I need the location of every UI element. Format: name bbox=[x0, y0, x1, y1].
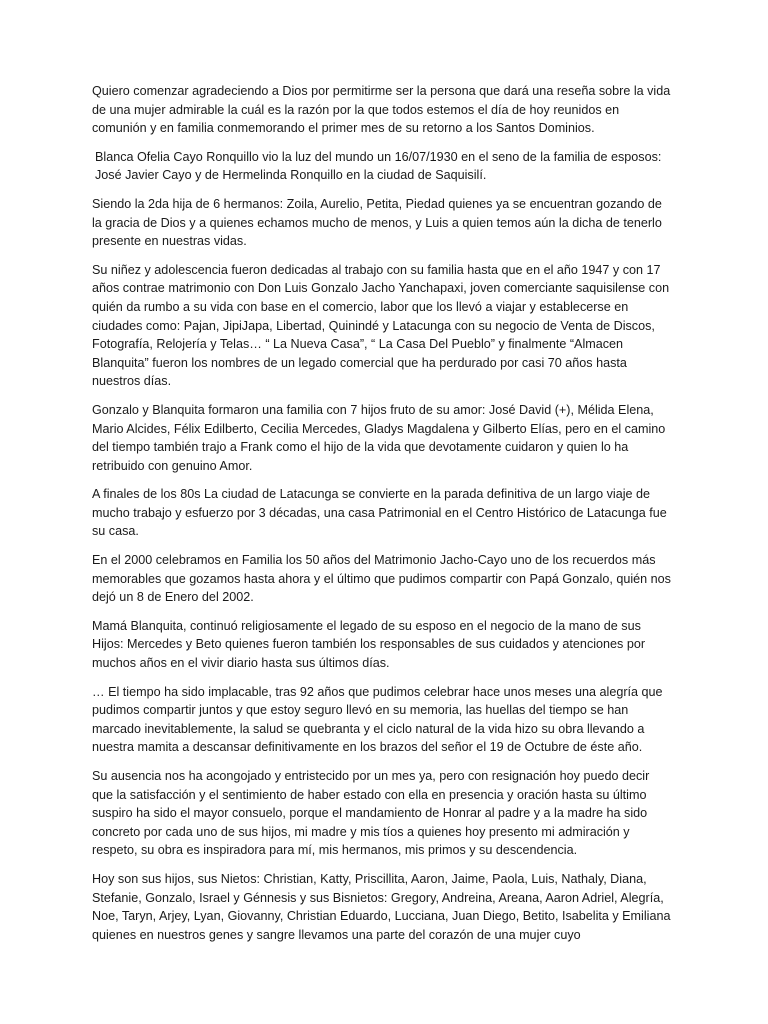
document-page bbox=[92, 82, 672, 954]
paragraph-youth: Su niñez y adolescencia fueron dedicadas al trabajo con su familia hasta que en el año 1947 y con 17 años contrae matrimonio con Don Luis Gonzalo Jacho Yanchapaxi, joven comerciante saquisilense con quién da rumbo a su vida con base en el comercio, labor que los llevó a viajar y establecerse en ciudades como: Pajan, JipiJapa, Libertad, Quinindé y Latacunga con su negocio de Venta de Discos, Fotografía, Relojería y Telas… “ La Nueva Casa”, “ La Casa Del Pueblo” y finalmente “Almacen Blanquita” fueron los nombres de un legado comercial que ha perdurado por casi 70 años hasta nuestros días. bbox=[92, 262, 670, 389]
paragraph-latacunga: A finales de los 80s La ciudad de Latacunga se convierte en la parada definitiva de un largo viaje de mucho trabajo y esfuerzo por 3 décadas, una casa Patrimonial en el Centro Histórico de Latacunga fue su casa. bbox=[92, 487, 667, 539]
paragraph-intro: Quiero comenzar agradeciendo a Dios por permitirme ser la persona que dará una reseña sobre la vida de una mujer admirable la cuál es la razón por la que todos estemos el día de hoy reunidos en comunión y en familia conmemorando el primer mes de su retorno a los Santos Dominios. bbox=[92, 84, 671, 136]
paragraph-birth: Blanca Ofelia Cayo Ronquillo vio la luz del mundo un 16/07/1930 en el seno de la familia de esposos: José Javier Cayo y de Hermelinda Ronquillo en la ciudad de Saquisilí. bbox=[95, 149, 662, 183]
paragraph-descendants: Hoy son sus hijos, sus Nietos: Christian, Katty, Priscillita, Aaron, Jaime, Paola, Luis, Nathaly, Diana, Stefanie, Gonzalo, Israel y Génnesis y sus Bisnietos: Gregory, Andreina, Areana, Aaron Adriel, Alegría, Noe, Taryn, Arjey, Lyan, Giovanny, Christian Eduardo, Lucciana, Juan Diego, Betito, Isabelita y Emiliana quienes en nuestros genes y sangre llevamos una parte del corazón de una mujer cuyo bbox=[92, 871, 671, 942]
paragraph-absence: Su ausencia nos ha acongojado y entristecido por un mes ya, pero con resignación hoy puedo decir que la satisfacción y el sentimiento de haber estado con ella en presencia y oración hasta su último suspiro ha sido el mayor consuelo, porque el mandamiento de Honrar al padre y a la madre ha sido concreto por cada uno de sus hijos, mi madre y mis tíos a quienes hoy presento mi admiración y respeto, su obra es inspiradora para mí, mis hermanos, mis primos y su descendencia. bbox=[92, 769, 650, 858]
paragraph-anniversary: En el 2000 celebramos en Familia los 50 años del Matrimonio Jacho-Cayo uno de los recuerdos más memorables que gozamos hasta ahora y el último que pudimos compartir con Papá Gonzalo, quién nos dejó un 8 de Enero del 2002. bbox=[92, 553, 671, 605]
paragraph-family: Gonzalo y Blanquita formaron una familia con 7 hijos fruto de su amor: José David (+), Mélida Elena, Mario Alcides, Félix Edilberto, Cecilia Mercedes, Gladys Magdalena y Gilberto Elías, pero en el camino del tiempo también trajo a Frank como el hijo de la vida que devotamente cuidaron y quien lo ha retribuido con genuino Amor. bbox=[92, 402, 666, 473]
paragraph-legacy: Mamá Blanquita, continuó religiosamente el legado de su esposo en el negocio de la mano de sus Hijos: Mercedes y Beto quienes fueron también los responsables de sus cuidados y atenciones por muchos años en el vivir diario hasta sus últimos días. bbox=[92, 618, 646, 671]
paragraph-siblings: Siendo la 2da hija de 6 hermanos: Zoila, Aurelio, Petita, Piedad quienes ya se encuentran gozando de la gracia de Dios y a quienes echamos mucho de menos, y Luis a quien temos aún la dicha de tenerlo presente en nuestras vidas. bbox=[92, 196, 662, 249]
paragraph-time: … El tiempo ha sido implacable, tras 92 años que pudimos celebrar hace unos meses una alegría que pudimos compartir juntos y que estoy seguro llevó en su memoria, las huellas del tiempo se han marcado inevitablemente, la salud se quebranta y el ciclo natural de la vida hizo su obra llevando a nuestra mamita a descansar definitivamente en los brazos del señor el 19 de Octubre de éste año. bbox=[92, 684, 663, 755]
